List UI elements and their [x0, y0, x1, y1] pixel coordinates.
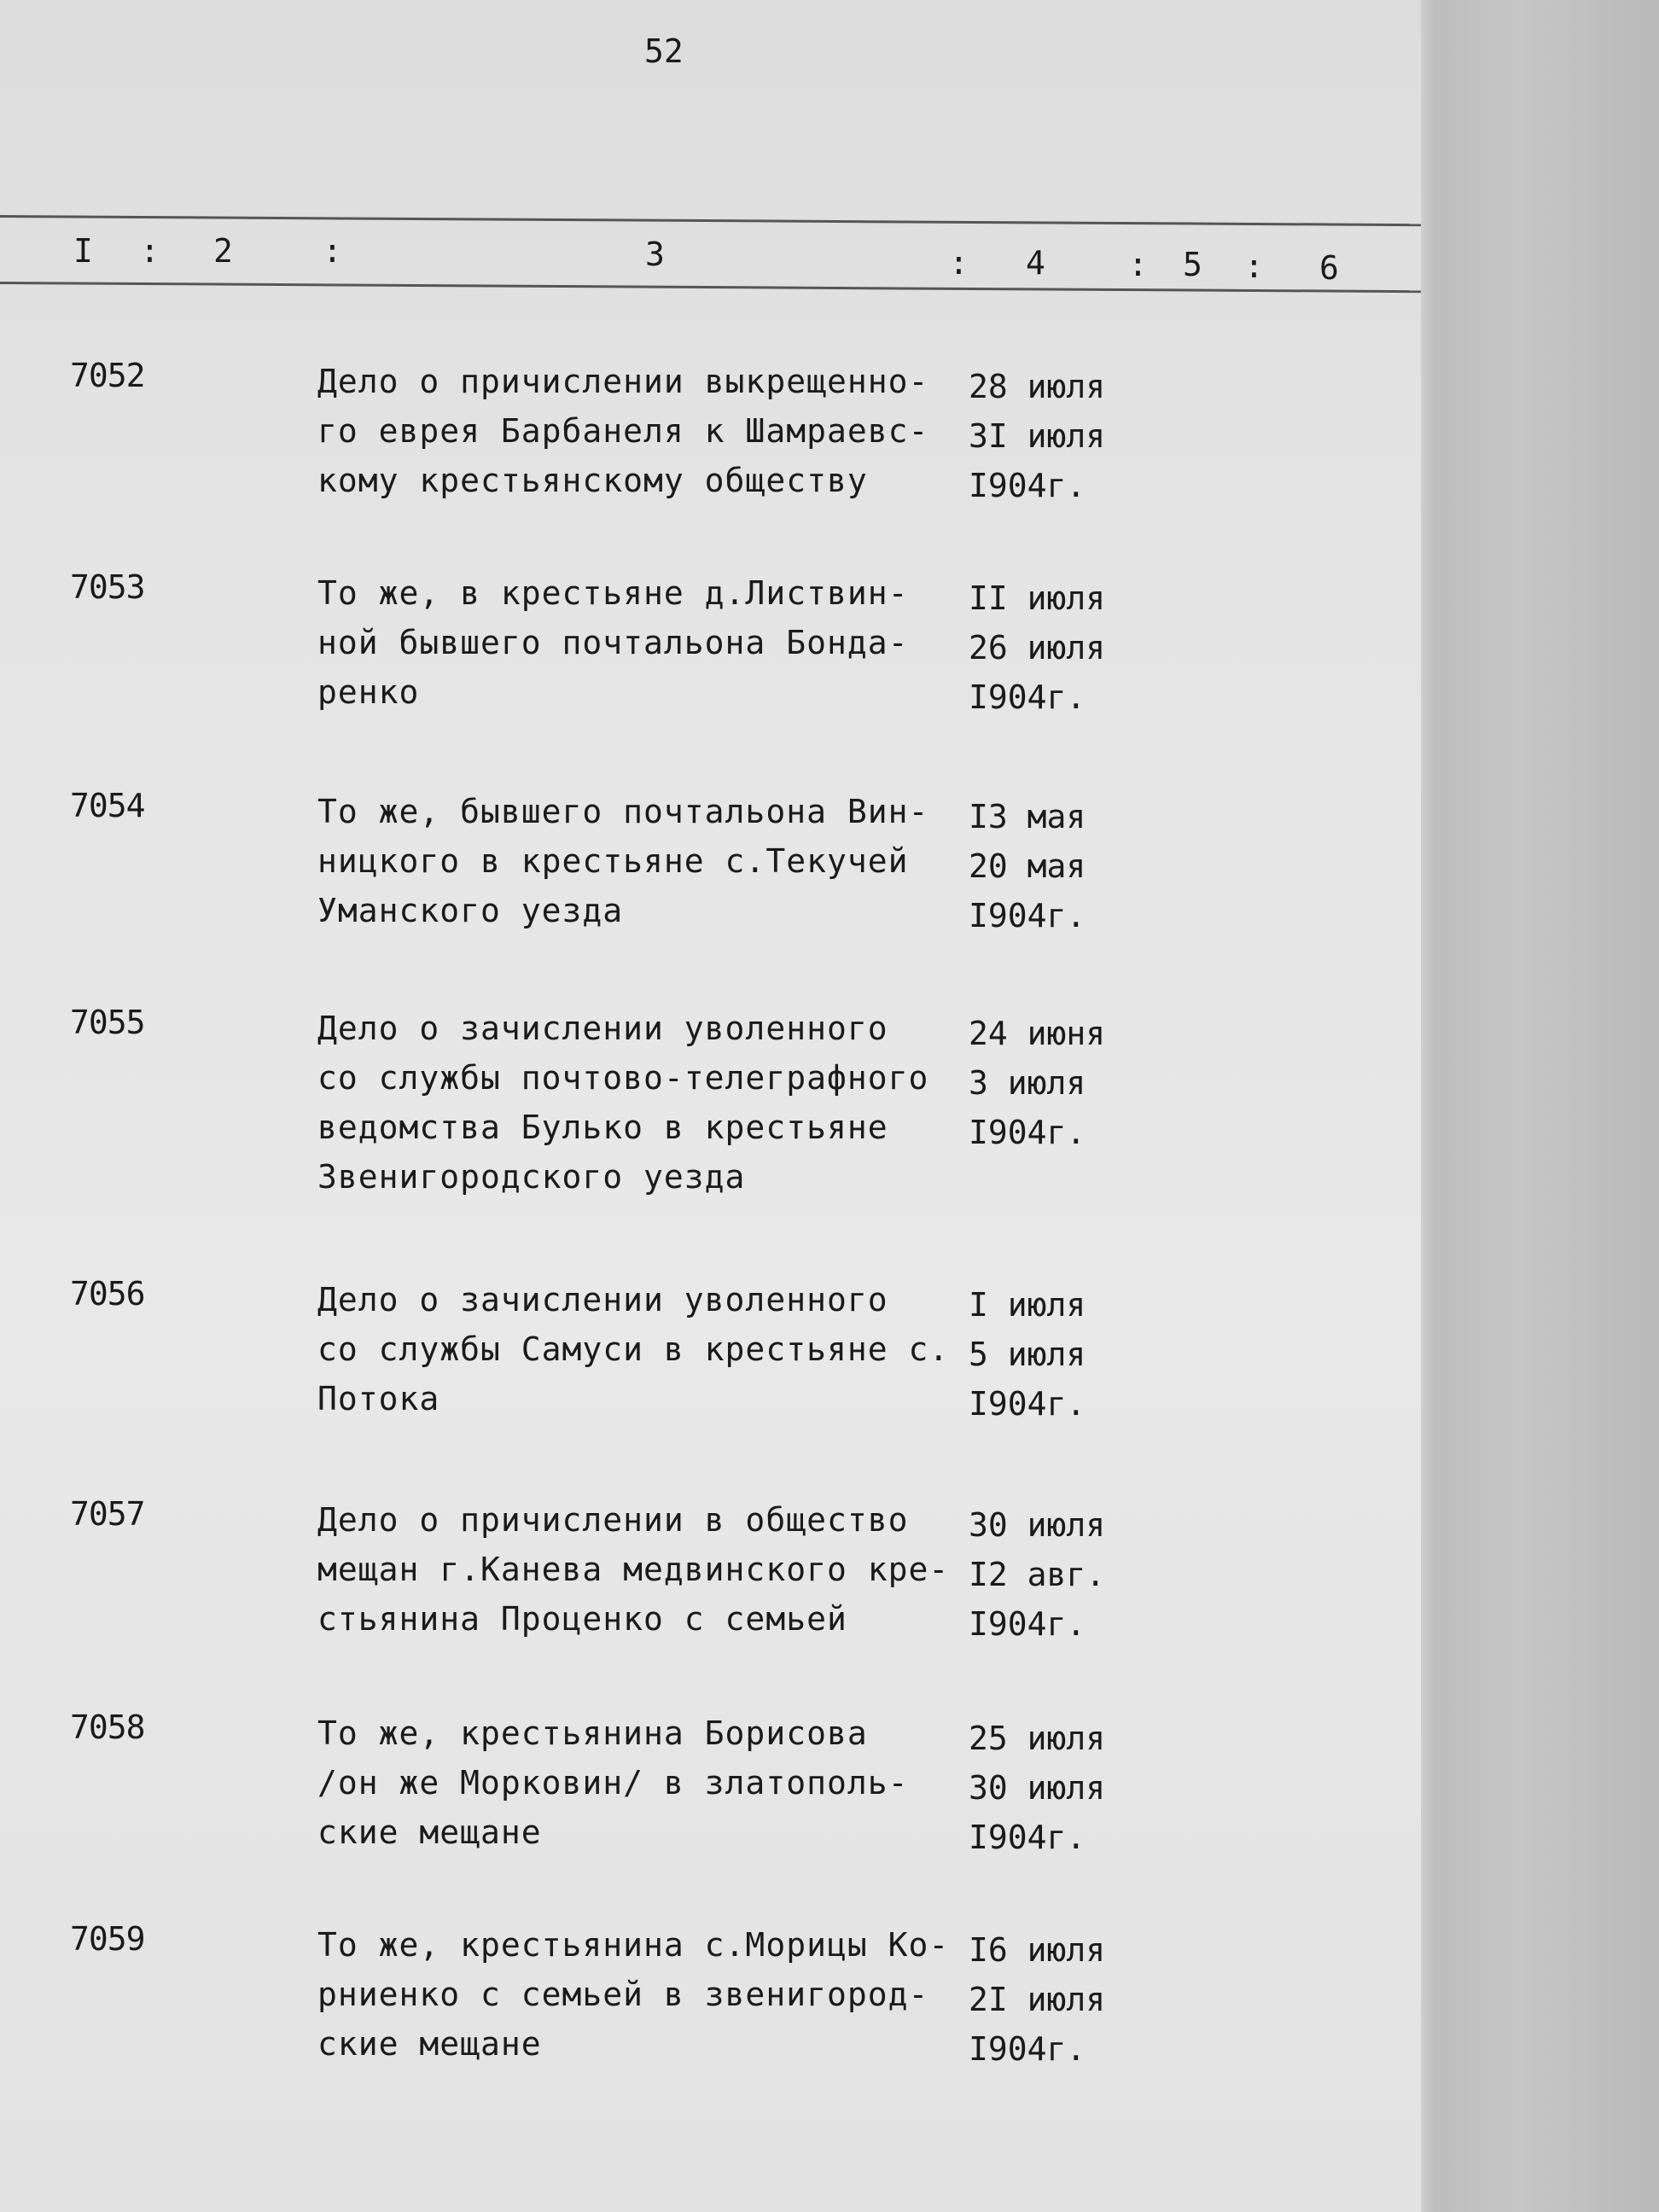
- entry-dates: [969, 1500, 1173, 1649]
- entry-title: Дело о причислении в общество мещан г.Канева медвинского кре- стьянина Проценко с семьей: [317, 1501, 950, 1638]
- entry-end-date: 3I июля: [969, 417, 1106, 455]
- entry-dates: [969, 792, 1173, 940]
- entry-number: 7053: [70, 568, 145, 606]
- entry-start-date: I6 июля: [969, 1931, 1106, 1969]
- column-header-separator: :: [323, 232, 342, 270]
- entry-year: I904г.: [969, 1114, 1086, 1151]
- entry-number: 7052: [70, 357, 145, 394]
- entry-dates: [969, 573, 1173, 722]
- entry-start-date: 30 июля: [969, 1506, 1106, 1544]
- entry-dates: [969, 1280, 1173, 1429]
- entry-start-date: I июля: [969, 1286, 1086, 1324]
- column-header-2: 2: [213, 232, 233, 270]
- entry-start-date: II июля: [969, 579, 1106, 617]
- entry-dates: [969, 362, 1173, 510]
- entry-dates: [969, 1925, 1173, 2074]
- entry-dates: [969, 1009, 1173, 1157]
- entry-number: 7059: [70, 1920, 145, 1958]
- column-header-1: I: [73, 232, 93, 270]
- column-header-3: 3: [645, 236, 665, 273]
- entry-end-date: 2I июля: [969, 1981, 1106, 2018]
- entry-title: То же, в крестьяне д.Листвин- ной бывшего почтальона Бонда- ренко: [317, 574, 909, 711]
- entry-end-date: 30 июля: [969, 1769, 1106, 1807]
- entry-year: I904г.: [969, 1605, 1086, 1643]
- entry-year: I904г.: [969, 897, 1086, 934]
- entry-end-date: 26 июля: [969, 629, 1106, 667]
- column-header-5: 5: [1183, 246, 1202, 283]
- column-header-separator: :: [1244, 247, 1264, 285]
- entry-start-date: 28 июля: [969, 368, 1106, 405]
- entry-title: То же, бывшего почтальона Вин- ницкого в крестьяне с.Текучей Уманского уезда: [317, 793, 929, 929]
- entry-number: 7054: [70, 787, 145, 824]
- entry-number: 7057: [70, 1495, 145, 1533]
- entry-end-date: 20 мая: [969, 847, 1086, 885]
- column-header-separator: :: [1128, 246, 1148, 283]
- entry-start-date: 25 июля: [969, 1720, 1106, 1757]
- column-header-6: 6: [1319, 249, 1339, 287]
- entry-year: I904г.: [969, 678, 1086, 716]
- entry-number: 7055: [70, 1004, 145, 1041]
- entry-start-date: 24 июня: [969, 1015, 1106, 1052]
- page-number: 52: [644, 32, 684, 70]
- entry-end-date: I2 авг.: [969, 1556, 1106, 1593]
- entry-year: I904г.: [969, 467, 1086, 504]
- entry-number: 7056: [70, 1275, 145, 1313]
- entry-title: Дело о зачислении уволенного со службы Самуси в крестьяне с. Потока: [317, 1281, 950, 1417]
- entry-end-date: 5 июля: [969, 1336, 1086, 1373]
- column-header-separator: :: [140, 232, 160, 270]
- entry-title: То же, крестьянина Борисова /он же Морковин/ в златополь- ские мещане: [317, 1714, 909, 1851]
- entry-end-date: 3 июля: [969, 1064, 1086, 1102]
- entry-year: I904г.: [969, 1819, 1086, 1856]
- entry-start-date: I3 мая: [969, 798, 1086, 835]
- entry-number: 7058: [70, 1708, 145, 1746]
- page-edge-background: [1421, 0, 1659, 2212]
- column-header-4: 4: [1026, 244, 1045, 282]
- entry-dates: [969, 1714, 1173, 1862]
- column-header-separator: :: [949, 244, 969, 282]
- entry-year: I904г.: [969, 1385, 1086, 1423]
- entry-title: Дело о причислении выкрещенно- го еврея Барбанеля к Шамраевс- кому крестьянскому обществу: [317, 363, 929, 499]
- entry-title: То же, крестьянина с.Морицы Ко- рниенко с семьей в звенигород- ские мещане: [317, 1926, 950, 2063]
- entry-year: I904г.: [969, 2030, 1086, 2068]
- entry-title: Дело о зачислении уволенного со службы почтово-телеграфного ведомства Булько в крестьяне Звенигородского уезда: [317, 1010, 929, 1196]
